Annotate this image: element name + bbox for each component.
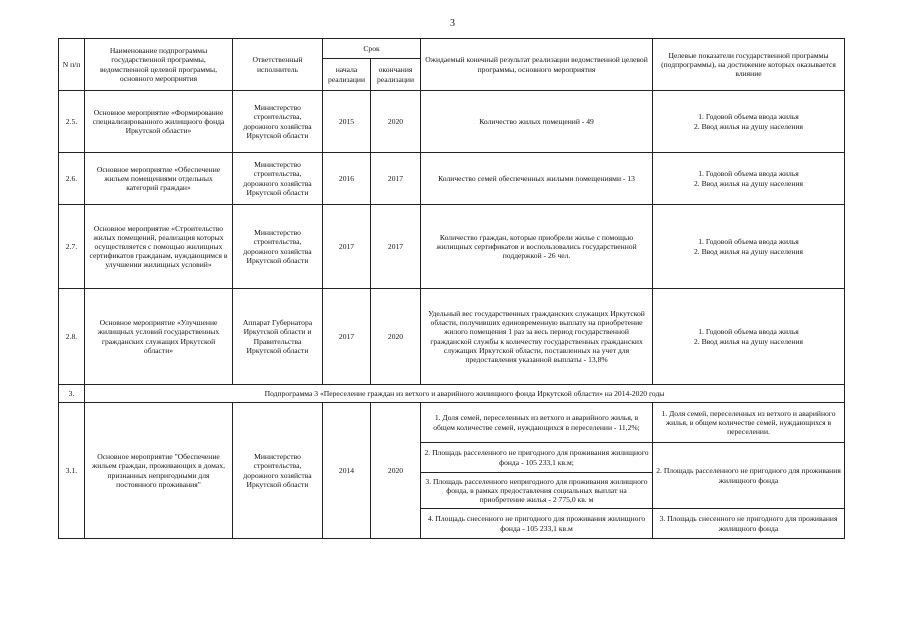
row-end: 2020 — [371, 91, 421, 153]
row-executor: Министерство строительства, дорожного хозяйства Иркутской области — [233, 403, 323, 539]
target-line: 2. Ввод жилья на душу населения — [693, 121, 804, 131]
row-start: 2017 — [323, 205, 371, 289]
row-name: Основное мероприятие «Формирование специализированного жилищного фонда Иркутской области» — [85, 91, 233, 153]
row-start: 2014 — [323, 403, 371, 539]
header-term: Срок — [323, 39, 421, 59]
header-start: начала реализации — [323, 59, 371, 91]
row-executor: Министерство строительства, дорожного хозяйства Иркутской области — [233, 205, 323, 289]
row-result: 1. Доля семей, переселенных из ветхого и аварийного жилья, в общем количестве семей, нуждающихся в переселении - 11,2%; — [421, 403, 653, 443]
row-number: 2.6. — [59, 153, 85, 205]
subprogram-number: 3. — [59, 385, 85, 403]
row-executor: Министерство строительства, дорожного хозяйства Иркутской области — [233, 91, 323, 153]
row-result: 2. Площадь расселенного не пригодного для проживания жилищного фонда - 105 233,1 кв.м; — [421, 443, 653, 473]
row-number: 2.7. — [59, 205, 85, 289]
row-targets — [653, 91, 845, 153]
row-result: 3. Площадь расселенного непригодного для проживания жилищного фонда, в рамках предоставления социальных выплат на приобретение жилья - 2 775,0 кв. м — [421, 473, 653, 509]
target-line: 1. Годовой объема ввода жилья — [698, 327, 799, 337]
row-number: 2.5. — [59, 91, 85, 153]
row-targets — [653, 205, 845, 289]
row-target: 2. Площадь расселенного не пригодного для проживания жилищного фонда — [653, 443, 845, 509]
row-end: 2020 — [371, 403, 421, 539]
row-executor: Министерство строительства, дорожного хозяйства Иркутской области — [233, 153, 323, 205]
row-start: 2017 — [323, 289, 371, 385]
row-end: 2017 — [371, 153, 421, 205]
header-end: окончания реализации — [371, 59, 421, 91]
row-target: 3. Площадь снесенного не пригодного для проживания жилищного фонда — [653, 509, 845, 539]
subprogram-title: Подпрограмма 3 «Переселение граждан из ветхого и аварийного жилищного фонда Иркутской области» на 2014-2020 годы — [85, 385, 845, 403]
table-row — [59, 289, 845, 385]
row-number: 3.1. — [59, 403, 85, 539]
table-row — [59, 205, 845, 289]
row-name: Основное мероприятие «Улучшение жилищных условий государственных гражданских служащих Иркутской области» — [85, 289, 233, 385]
row-start: 2016 — [323, 153, 371, 205]
row-result: Удельный вес государственных гражданских служащих Иркутской области, получивших единовременную выплату на приобретение жилого помещения 1 раз за весь период государственной гражданской службы к количеству государственных гражданских служащих Иркутской области, поставленных на учет для предоставления указанной выплаты - 13,8% — [421, 289, 653, 385]
row-number: 2.8. — [59, 289, 85, 385]
row-targets — [653, 289, 845, 385]
table-row — [59, 91, 845, 153]
target-line: 1. Годовой объема ввода жилья — [698, 169, 799, 179]
header-result: Ожидаемый конечный результат реализации ведомственной целевой программы, основного мероприятия — [421, 39, 653, 91]
subprogram-row — [59, 385, 845, 403]
header-executor: Ответственный исполнитель — [233, 39, 323, 91]
program-table — [58, 38, 845, 539]
row-executor: Аппарат Губернатора Иркутской области и Правительства Иркутской области — [233, 289, 323, 385]
row-result: Количество жилых помещений - 49 — [421, 91, 653, 153]
row-name: Основное мероприятие «Строительство жилых помещений, реализация которых осуществляется с помощью жилищных сертификатов гражданам, нуждающимся в улучшении жилищных условий» — [85, 205, 233, 289]
target-line: 2. Ввод жилья на душу населения — [693, 178, 804, 188]
row-result: 4. Площадь снесенного не пригодного для проживания жилищного фонда - 105 233,1 кв.м — [421, 509, 653, 539]
row-start: 2015 — [323, 91, 371, 153]
page-number: 3 — [450, 18, 455, 29]
row-result: Количество семей обеспеченных жилыми помещениями - 13 — [421, 153, 653, 205]
target-line: 2. Ввод жилья на душу населения — [693, 246, 804, 256]
target-line: 1. Годовой объема ввода жилья — [698, 112, 799, 122]
row-name: Основное мероприятие "Обеспечение жильем граждан, проживающих в домах, признанных непригодными для постоянного проживания" — [85, 403, 233, 539]
target-line: 2. Ввод жилья на душу населения — [693, 336, 804, 346]
header-name: Наименование подпрограммы государственной программы, ведомственной целевой программы, основного мероприятия — [85, 39, 233, 91]
row-name: Основное мероприятие «Обеспечение жильем помещениями отдельных категорий граждан» — [85, 153, 233, 205]
row-end: 2017 — [371, 205, 421, 289]
table-row — [59, 403, 845, 443]
header-num: N п/п — [59, 39, 85, 91]
table-row — [59, 153, 845, 205]
row-result: Количество граждан, которые приобрели жилье с помощью жилищных сертификатов и воспользовались государственной поддержкой - 26 чел. — [421, 205, 653, 289]
target-line: 1. Годовой объема ввода жилья — [698, 237, 799, 247]
row-target: 1. Доля семей, переселенных из ветхого и аварийного жилья, в общем количестве семей, нуждающихся в переселении. — [653, 403, 845, 443]
row-targets — [653, 153, 845, 205]
header-targets: Целевые показатели государственной программы (подпрограммы), на достижение которых оказывается влияние — [653, 39, 845, 91]
row-end: 2020 — [371, 289, 421, 385]
